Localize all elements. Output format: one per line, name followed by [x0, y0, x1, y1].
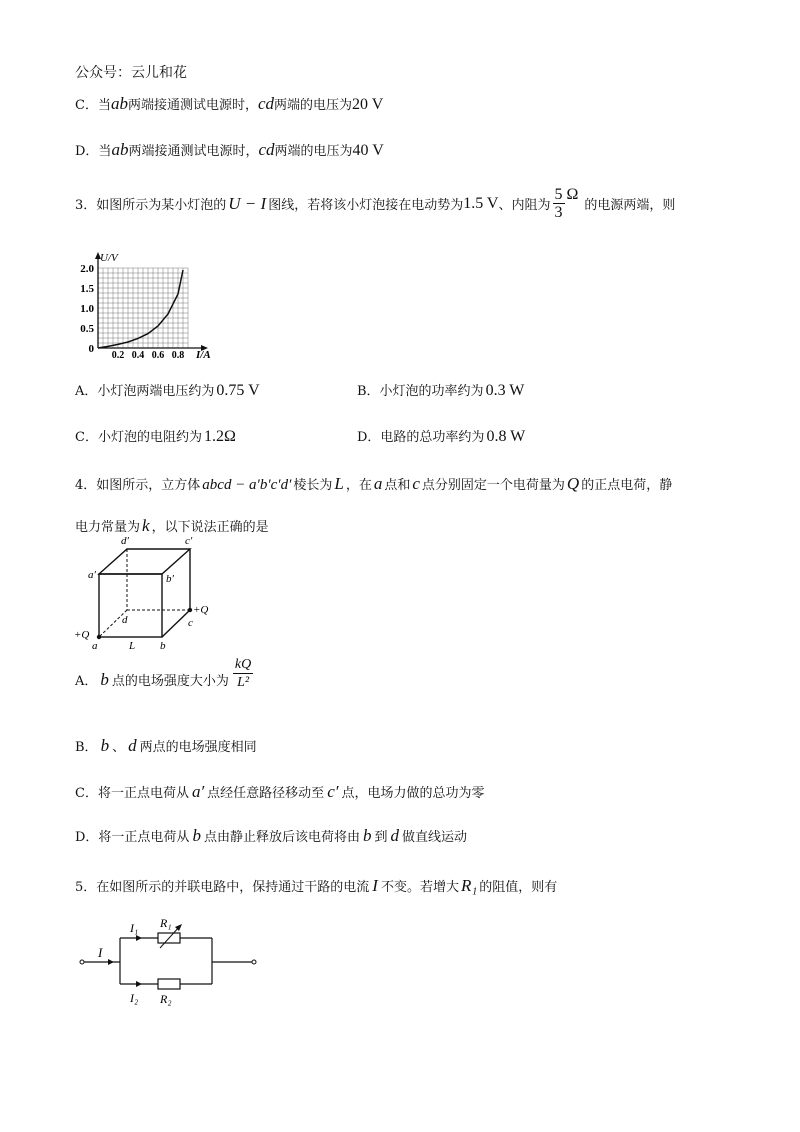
label-I: I [98, 945, 103, 960]
field-fraction: $\frac{kQ}{\text{L²}}$ [234, 657, 252, 690]
label-d: d [122, 614, 128, 626]
label-b: b [160, 640, 166, 652]
y-tick-labels [80, 263, 94, 355]
x-axis-label: I/A [196, 349, 211, 361]
cube-figure [72, 532, 212, 654]
x-tick-label: 0.8 [171, 350, 185, 361]
label-R2: R₂ [160, 992, 172, 1006]
label-R1: R₁ [160, 916, 172, 930]
label-b-prime: b′ [166, 573, 174, 585]
q4-option-c[interactable]: C．将一正点电荷从 a′ 点经任意路径移动至 c′ 点，电场力做的总功为零 [75, 782, 485, 801]
q2-option-d[interactable]: D．当 ab 两端接通测试电源时， cd 两端的电压为 40 V [75, 140, 384, 159]
parallel-circuit [74, 912, 264, 1014]
x-tick-label: 0.2 [111, 350, 125, 361]
chart-axes [95, 252, 208, 351]
q5-stem: 5．在如图所示的并联电路中，保持通过干路的电流 I 不变。若增大 R₁ 的阻值，则有 [75, 876, 558, 895]
y-tick-label: 0.5 [80, 323, 94, 335]
y-tick-label: 0 [88, 343, 94, 355]
label-c-prime: c′ [185, 535, 193, 547]
x-tick-label: 0.4 [131, 350, 145, 361]
label-d-prime: d′ [121, 535, 129, 547]
q3-stem: 3．如图所示为某小灯泡的 U − I 图线，若将该小灯泡接在电动势为 1.5 V 、内阻为 $\frac{5}{3}$ Ω 的电源两端，则 [75, 185, 676, 221]
q4-option-a[interactable]: A． b 点的电场强度大小为 $\frac{kQ}{\text{L²}}$ [75, 657, 252, 690]
ui-curve [98, 270, 183, 348]
q3-option-c[interactable]: C．小灯泡的电阻约为 1.2Ω [75, 428, 236, 445]
y-tick-label: 1.0 [80, 303, 94, 315]
q4-stem-line1: 4．如图所示，立方体 abcd − a′b′c′d′ 棱长为 L ，在 a 点和 c 点分别固定一个电荷量为 Q 的正点电荷，静 [75, 474, 673, 493]
y-tick-label: 1.5 [80, 283, 94, 295]
x-tick-labels [112, 350, 185, 361]
label-edge-L: L [129, 640, 136, 652]
q3-option-d[interactable]: D．电路的总功率约为 0.8 W [357, 428, 526, 445]
label-I2: I₂ [130, 991, 139, 1005]
label-c: c [188, 617, 193, 629]
ui-graph [70, 250, 230, 362]
label-I1: I₁ [130, 921, 139, 935]
label-a-prime: a′ [88, 569, 96, 581]
q4-stem-line2: 电力常量为 k ，以下说法正确的是 [75, 516, 269, 535]
q3-option-a[interactable]: A．小灯泡两端电压约为 0.75 V [75, 382, 260, 399]
internal-resistance-fraction: $\frac{5}{3}$ [554, 186, 563, 221]
q2-option-c[interactable]: C．当 ab 两端接通测试电源时， cd 两端的电压为 20 V [75, 94, 384, 113]
label-plus-q-c: +Q [193, 604, 209, 616]
header-text: 公众号：云儿和花 [75, 65, 187, 81]
q4-option-b[interactable]: B． b 、 d 两点的电场强度相同 [75, 736, 257, 755]
x-tick-label: 0.6 [151, 350, 165, 361]
label-a: a [92, 640, 98, 652]
y-axis-label: U/V [100, 252, 118, 264]
q4-option-d[interactable]: D．将一正点电荷从 b 点由静止释放后该电荷将由 b 到 d 做直线运动 [75, 826, 467, 845]
label-plus-q-a: +Q [74, 629, 90, 641]
q3-option-b[interactable]: B．小灯泡的功率约为 0.3 W [357, 382, 525, 399]
y-tick-label: 2.0 [80, 263, 94, 275]
